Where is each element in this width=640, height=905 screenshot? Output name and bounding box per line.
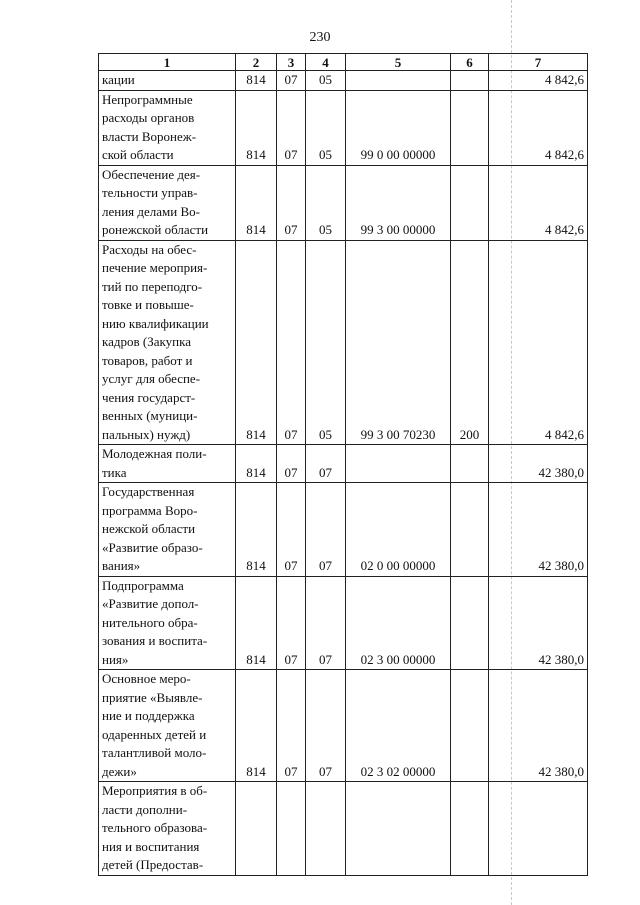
section-code-cell: 07 — [277, 240, 306, 445]
row-name-line: приятие «Выявле- — [102, 689, 203, 705]
expense-type-cell — [451, 576, 489, 670]
amount-cell: 42 380,0 — [489, 670, 588, 782]
row-name-line: одаренных детей и — [102, 726, 207, 742]
table-row — [99, 483, 588, 577]
admin-code-cell: 814 — [236, 483, 277, 577]
row-name-line: пальных) нужд) — [102, 426, 191, 442]
column-header-4: 4 — [306, 54, 346, 71]
row-name-line: ние и поддержка — [102, 708, 195, 723]
column-header-1: 1 — [99, 54, 236, 71]
table-row — [99, 782, 588, 876]
expense-type-cell: 200 — [451, 240, 489, 445]
page-number: 230 — [309, 30, 331, 45]
row-name-line: ласти дополни- — [102, 801, 188, 817]
row-name-line: расходы органов — [102, 110, 195, 125]
section-code-cell: 07 — [277, 71, 306, 91]
expense-type-cell — [451, 782, 489, 876]
section-code-cell — [277, 782, 306, 876]
row-name-cell — [99, 576, 236, 670]
budget-table — [98, 53, 588, 876]
table-row — [99, 71, 588, 91]
row-name-cell — [99, 71, 236, 91]
column-header-6: 6 — [451, 54, 489, 71]
column-header-2: 2 — [236, 54, 277, 71]
section-code-cell: 07 — [277, 483, 306, 577]
row-name-line: Подпрограмма — [102, 577, 184, 593]
section-code-cell: 07 — [277, 576, 306, 670]
expense-type-cell — [451, 445, 489, 483]
column-header-3: 3 — [277, 54, 306, 71]
row-name-line: программа Воро- — [102, 502, 198, 518]
admin-code-cell: 814 — [236, 576, 277, 670]
row-name-line: Молодежная поли- — [102, 446, 207, 461]
table-row — [99, 240, 588, 445]
row-name-line: печение мероприя- — [102, 260, 208, 275]
row-name-line: товке и повыше- — [102, 297, 194, 312]
row-name-line: зования и воспита- — [102, 633, 208, 648]
row-name-line: кации — [102, 72, 135, 87]
row-name-line: Основное меро- — [102, 671, 191, 686]
row-name-line: тельности управ- — [102, 185, 198, 200]
target-article-cell — [346, 445, 451, 483]
amount-cell: 4 842,6 — [489, 165, 588, 240]
row-name-line: Мероприятия в об- — [102, 783, 208, 798]
amount-cell — [489, 782, 588, 876]
target-article-cell: 99 0 00 00000 — [346, 90, 451, 165]
subsection-code-cell: 07 — [306, 576, 346, 670]
table-row — [99, 165, 588, 240]
row-name-cell — [99, 670, 236, 782]
row-name-line: вания» — [102, 558, 141, 573]
row-name-line: «Развитие допол- — [102, 596, 199, 611]
row-name-cell — [99, 445, 236, 483]
row-name-cell — [99, 165, 236, 240]
row-name-line: чения государст- — [102, 389, 196, 405]
subsection-code-cell: 05 — [306, 240, 346, 445]
table-body — [99, 71, 588, 876]
admin-code-cell: 814 — [236, 670, 277, 782]
expense-type-cell — [451, 670, 489, 782]
subsection-code-cell: 05 — [306, 165, 346, 240]
admin-code-cell: 814 — [236, 445, 277, 483]
table-row — [99, 576, 588, 670]
section-code-cell: 07 — [277, 90, 306, 165]
admin-code-cell: 814 — [236, 165, 277, 240]
row-name-line: тика — [102, 464, 127, 480]
table-header-row — [99, 54, 588, 71]
admin-code-cell — [236, 782, 277, 876]
amount-cell: 4 842,6 — [489, 71, 588, 91]
subsection-code-cell — [306, 782, 346, 876]
row-name-line: нежской области — [102, 521, 196, 536]
row-name-cell — [99, 90, 236, 165]
expense-type-cell — [451, 483, 489, 577]
expense-type-cell — [451, 90, 489, 165]
table-row — [99, 670, 588, 782]
row-name-line: тельного образова- — [102, 820, 208, 835]
amount-cell: 4 842,6 — [489, 90, 588, 165]
row-name-line: ния и воспитания — [102, 838, 200, 854]
subsection-code-cell: 07 — [306, 670, 346, 782]
admin-code-cell: 814 — [236, 240, 277, 445]
row-name-cell — [99, 782, 236, 876]
row-name-line: тий по переподго- — [102, 278, 203, 294]
row-name-cell — [99, 483, 236, 577]
row-name-line: венных (муници- — [102, 408, 198, 423]
expense-type-cell — [451, 165, 489, 240]
section-code-cell: 07 — [277, 670, 306, 782]
amount-cell: 42 380,0 — [489, 445, 588, 483]
subsection-code-cell: 05 — [306, 71, 346, 91]
target-article-cell: 02 0 00 00000 — [346, 483, 451, 577]
row-name-cell — [99, 240, 236, 445]
row-name-line: ния» — [102, 651, 129, 667]
column-header-5: 5 — [346, 54, 451, 71]
row-name-line: талантливой моло- — [102, 745, 207, 760]
row-name-line: Обеспечение дея- — [102, 166, 201, 182]
row-name-line: Расходы на обес- — [102, 241, 197, 257]
row-name-line: дежи» — [102, 763, 137, 779]
target-article-cell: 02 3 00 00000 — [346, 576, 451, 670]
row-name-line: нительного обра- — [102, 614, 198, 630]
target-article-cell — [346, 782, 451, 876]
table-row — [99, 445, 588, 483]
subsection-code-cell: 07 — [306, 483, 346, 577]
table-row — [99, 90, 588, 165]
row-name-line: Государственная — [102, 484, 195, 499]
admin-code-cell: 814 — [236, 71, 277, 91]
amount-cell: 4 842,6 — [489, 240, 588, 445]
row-name-line: Непрограммные — [102, 91, 193, 107]
target-article-cell — [346, 71, 451, 91]
admin-code-cell: 814 — [236, 90, 277, 165]
expense-type-cell — [451, 71, 489, 91]
row-name-line: кадров (Закупка — [102, 334, 191, 349]
row-name-line: власти Воронеж- — [102, 128, 197, 144]
row-name-line: услуг для обеспе- — [102, 371, 201, 386]
target-article-cell: 99 3 00 00000 — [346, 165, 451, 240]
target-article-cell: 99 3 00 70230 — [346, 240, 451, 445]
amount-cell: 42 380,0 — [489, 576, 588, 670]
subsection-code-cell: 07 — [306, 445, 346, 483]
subsection-code-cell: 05 — [306, 90, 346, 165]
column-header-7: 7 — [489, 54, 588, 71]
row-name-line: ской области — [102, 147, 174, 162]
row-name-line: «Развитие образо- — [102, 539, 203, 555]
target-article-cell: 02 3 02 00000 — [346, 670, 451, 782]
row-name-line: ления делами Во- — [102, 203, 200, 219]
row-name-line: детей (Предостав- — [102, 857, 204, 872]
section-code-cell: 07 — [277, 445, 306, 483]
row-name-line: товаров, работ и — [102, 352, 193, 368]
section-code-cell: 07 — [277, 165, 306, 240]
row-name-line: ронежской области — [102, 222, 209, 237]
row-name-line: нию квалификации — [102, 315, 209, 331]
amount-cell: 42 380,0 — [489, 483, 588, 577]
